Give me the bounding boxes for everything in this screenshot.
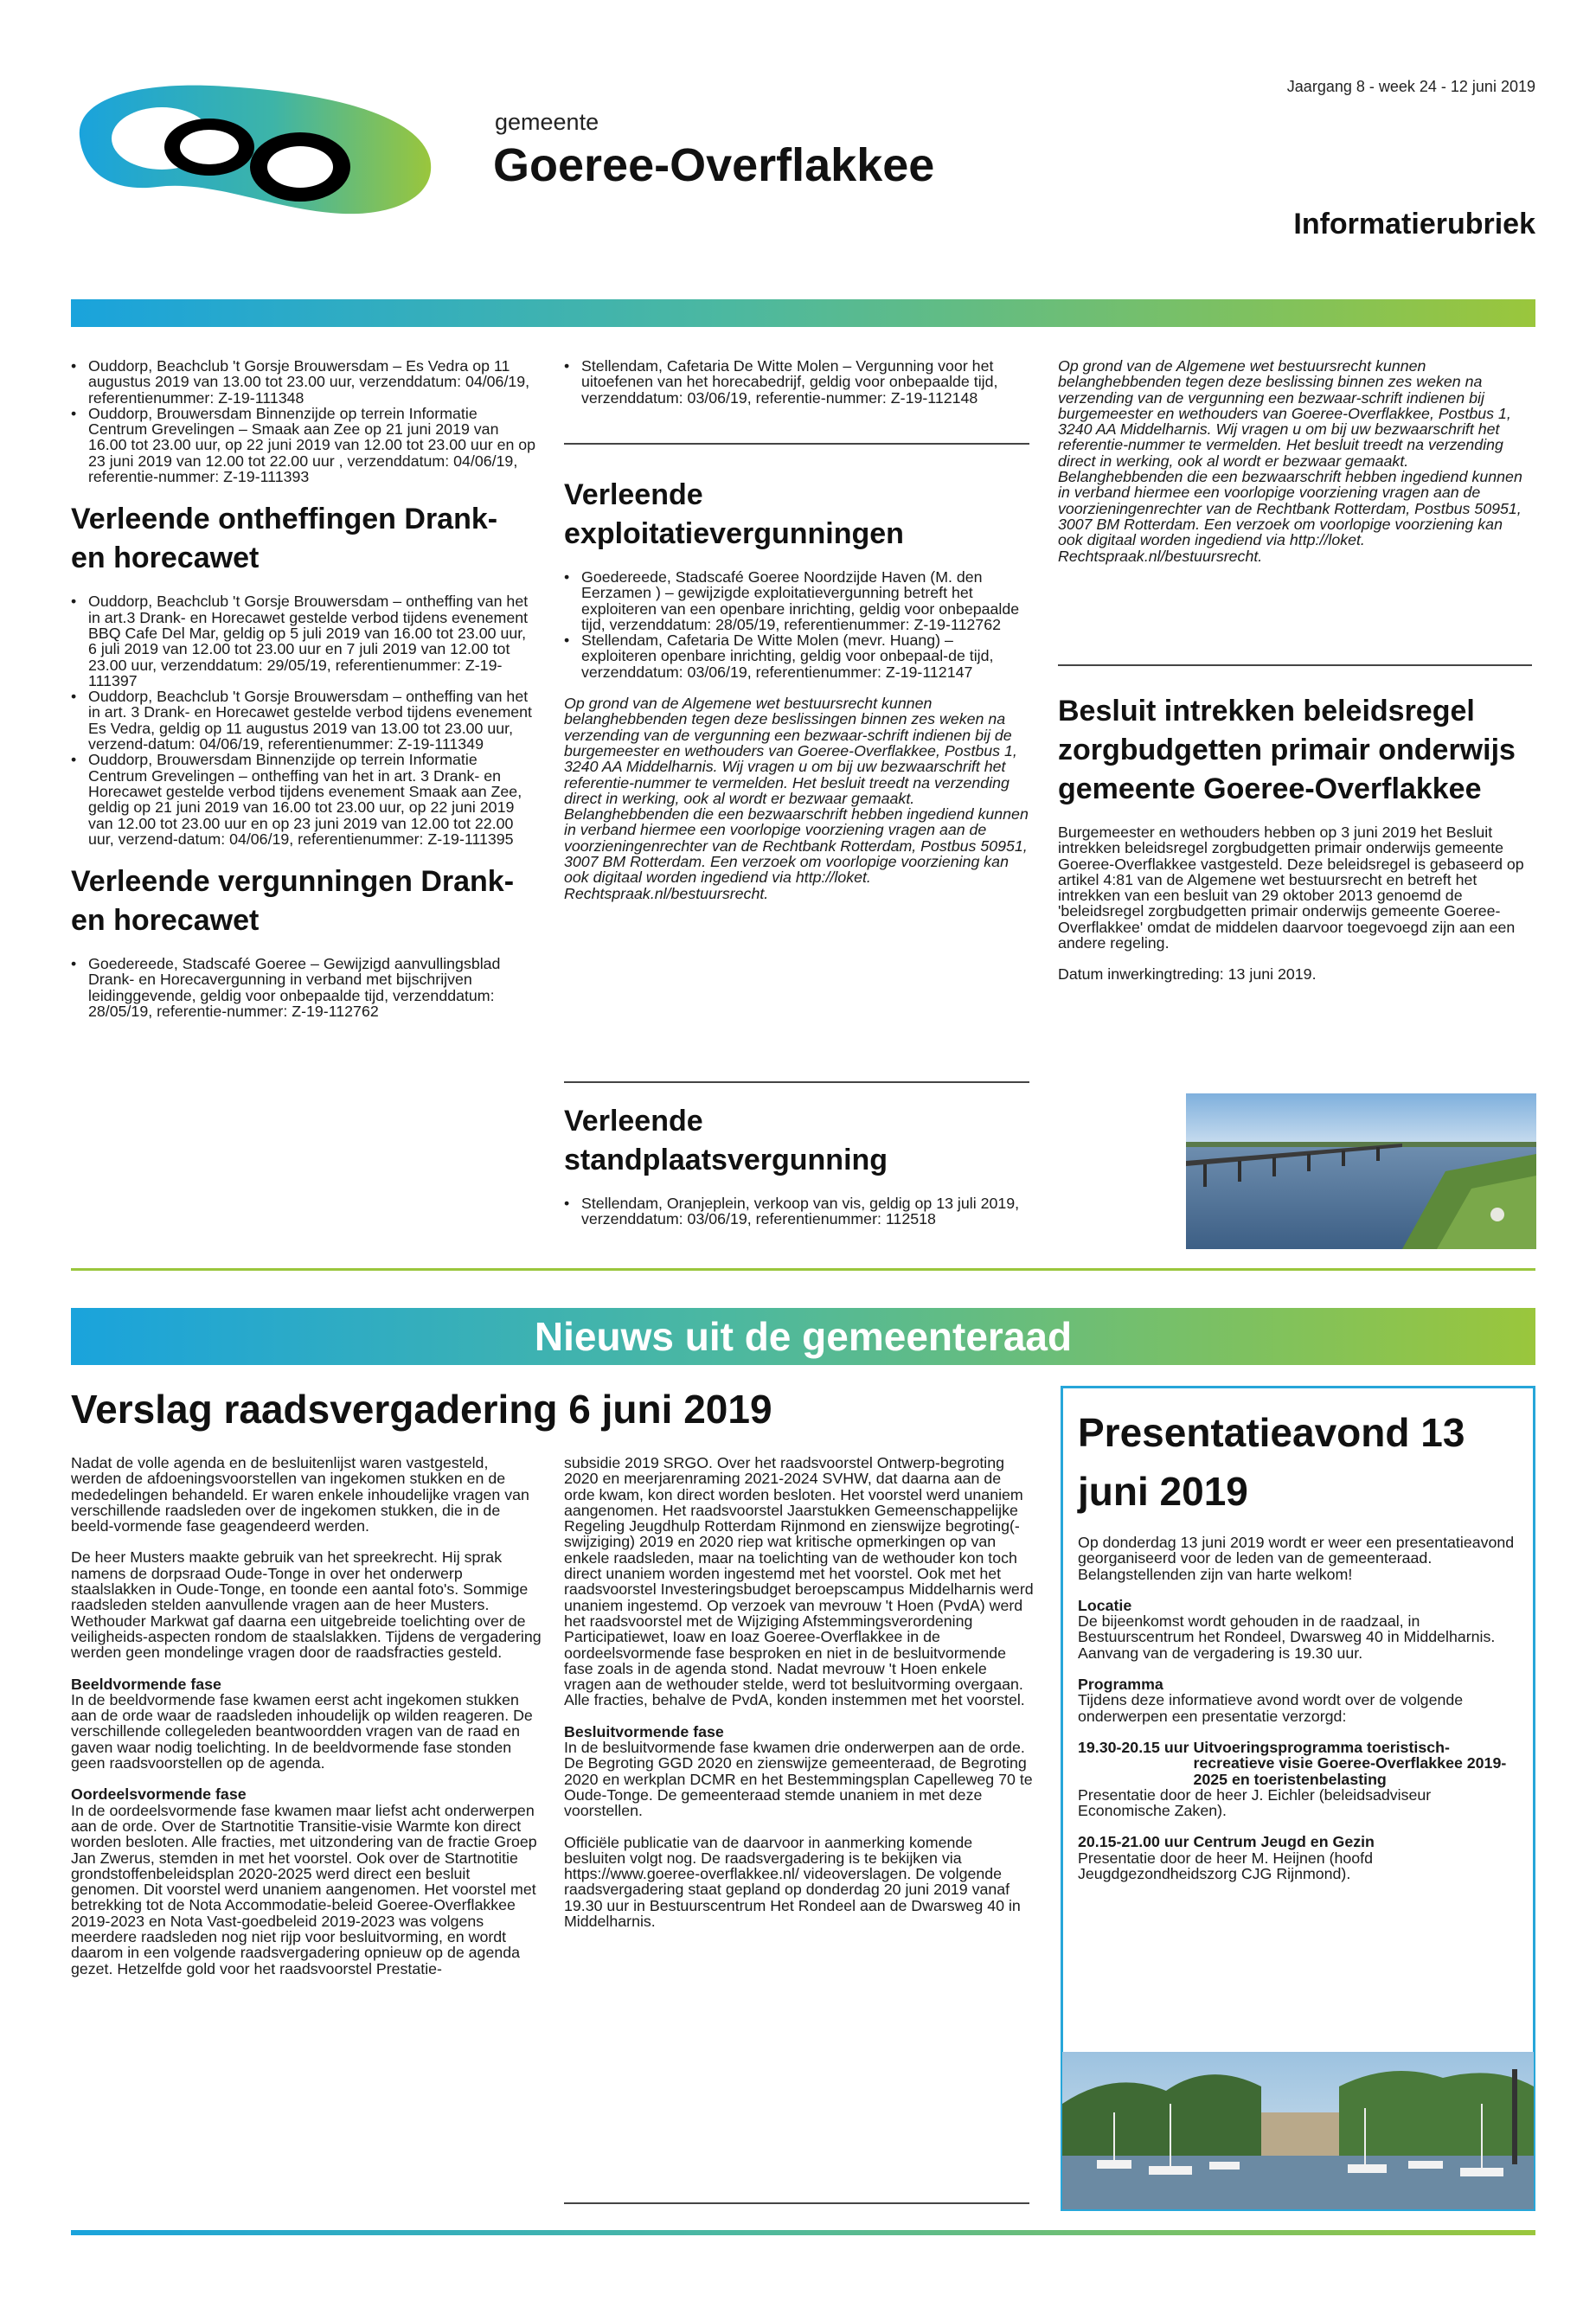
divider [564,1081,1029,1083]
issue-info: Jaargang 8 - week 24 - 12 juni 2019 [1286,78,1535,95]
exploitatie-list [564,569,1031,680]
beeld-text: In de beeldvormende fase kwamen eerst acht ingekomen stukken aan de orde waar de raadsleden inhoudelijk op wilden reageren. De verschillende collegeleden beantwoordden vragen van de raad en gaven waar nodig toelichting. In de beeldvormende fase stonden geen raadsvoorstellen op de agenda. [71,1690,533,1772]
programma-title: Programma [1078,1676,1163,1694]
program-time: 20.15-21.00 uur [1078,1833,1189,1851]
column-1 [71,358,536,1035]
divider [1058,664,1532,666]
exploitatie-heading: Verleende exploitatievergunningen [564,478,904,550]
intro-list-2 [564,358,1031,406]
list-item: • Stellendam, Cafetaria De Witte Molen (mevr. Huang) – exploiteren openbare inrichting, geldig voor onbepaal-de tijd, verzenddatum: 03/06/19, referentienummer: Z-19-112147 [564,632,1031,680]
header-title: Goeree-Overflakkee [493,139,935,191]
program-presenter: Presentatie door de heer J. Eichler (beleidsadviseur Economische Zaken). [1078,1785,1432,1820]
header-gemeente: gemeente [495,109,599,135]
verslag-p1: Nadat de volle agenda en de besluitenlijst waren vastgesteld, werden de afdoeningsvoorstellen van ingekomen stukken en de mededelingen behandeld. Er waren enkele inhoudelijke vragen van verschillende raadsleden over de ingekomen stukken, die in de beeld-vormende fase geagendeerd werden. [71,1454,529,1535]
standplaats-heading: Verleende standplaatsvergunning [564,1105,888,1176]
list-item: • Ouddorp, Beachclub 't Gorsje Brouwersdam – ontheffing van het in art.3 Drank- en Horecawet gestelde verbod tijdens evenement BBQ Cafe Del Mar, geldig op 5 juli 2019 van 16.00 tot 23.00 uur, 6 juli 2019 van 12.00 tot 23.00 uur en 7 juli 2019 van 12.00 tot 23.00 uur, verzenddatum: 29/05/19, referentienummer: Z-19-111397 [71,593,536,689]
list-item: • Ouddorp, Beachclub 't Gorsje Brouwersdam – Es Vedra op 11 augustus 2019 van 13.00 tot 23.00 uur, verzenddatum: 04/06/19, referentienummer: Z-19-111348 [71,358,536,406]
ontheffingen-heading: Verleende ontheffingen Drank- en horecawet [71,503,498,575]
column-2 [564,358,1031,421]
program-item [1078,1740,1521,1787]
publicatie-text: Officiële publicatie van de daarvoor in aanmerking komende besluiten volgt nog. De raadsvergadering is te bekijken via https://www.goeree-overflakkee.nl/ videoverslagen. De volgende raadsvergadering staat gepland op donderdag 20 juni 2019 vanaf 19.30 uur in Bestuurscentrum Het Rondeel aan de Dwarsweg 40 in Middelharnis. [564,1833,1021,1931]
column-2-standplaats [564,1102,1031,1243]
column-2-body [564,476,1031,917]
intro-list [71,358,536,484]
program-time: 19.30-20.15 uur [1078,1738,1189,1756]
column-3 [1058,358,1525,580]
list-item: • Ouddorp, Brouwersdam Binnenzijde op terrein Informatie Centrum Grevelingen – Smaak aan Zee op 21 juni 2019 van 16.00 tot 23.00 uur, op 22 juni 2019 van 12.00 tot 23.00 uur en op 23 juni 2019 van 12.00 tot 22.00 uur , verzenddatum: 04/06/19, referentie-nummer: Z-19-111393 [71,406,536,484]
standplaats-list [564,1195,1031,1227]
verslag-heading: Verslag raadsvergadering 6 juni 2019 [71,1387,772,1432]
verslag-right-p1: subsidie 2019 SRGO. Over het raadsvoorstel Ontwerp-begroting 2020 en meerjarenraming 2021-2024 SVHW, dat daarna aan de orde kwam, kon direct worden besloten. Het voorstel werd unaniem aangenomen. Het raadsvoorstel Jaarstukken Gemeenschappelijke Regeling Jeugdhulp Rotterdam Rijnmond en zienswijze begroting(-swijziging) 2019 en 2020 riep wat kritische opmerkingen op van enkele raadsleden, maar na toelichting van de wethouder kon toch direct unaniem worden ingestemd met het voorstel. Ook met het raadsvoorstel Investeringsbudget beroepscampus Middelharnis werd unaniem ingestemd. Op verzoek van mevrouw 't Hoen (PvdA) werd het raadsvoorstel met de Wijziging Afstemmingsverordening Participatiewet, Ioaw en Ioaz Goeree-Overflakkee in de oordeelsvormende fase besproken en niet in de besluitvormende fase zoals in de agenda stond. Nadat mevrouw 't Hoen enkele vragen aan de wethouder stelde, werd tot besluitvorming overgaan. Alle fracties, behalve de PvdA, konden instemmen met het voorstel. [564,1454,1034,1709]
ontheffingen-list [71,593,536,847]
vergunningen-heading: Verleende vergunningen Drank- en horecawet [71,865,515,938]
program-title: Centrum Jeugd en Gezin [1193,1833,1375,1851]
beeld-title: Beeldvormende fase [71,1675,221,1693]
besluit-date: Datum inwerkingtreding: 13 juni 2019. [1058,965,1317,984]
bridge-photo [1186,1093,1536,1249]
list-item: • Stellendam, Oranjeplein, verkoop van vis, geldig op 13 juli 2019, verzenddatum: 03/06/19, referentienummer: 112518 [564,1195,1031,1227]
oordeel-title: Oordeelsvormende fase [71,1785,247,1804]
besluit-heading: Besluit intrekken beleidsregel zorgbudgetten primair onderwijs gemeente Goeree-Overflakkee [1058,695,1516,805]
verslag-p2: De heer Musters maakte gebruik van het spreekrecht. Hij sprak namens de dorpsraad Oude-Tonge in over het onderwerp staalslakken in Oude-Tonge, en toonde een aantal foto's. Sommige raadsleden stelden aanvullende vragen aan de heer Musters. Wethouder Markwat gaf daarna een uitgebreide toelichting over de veiligheids-aspecten rondom de staalslakken. Tijdens de vergadering werden geen mondelinge vragen door de raadsfracties gesteld. [71,1548,542,1662]
besluit-text: Burgemeester en wethouders hebben op 3 juni 2019 het Besluit intrekken beleidsregel zorgbudgetten primair onderwijs gemeente Goeree-Overflakkee vastgesteld. Deze beleidsregel is gebaseerd op artikel 4:81 van de Algemene wet bestuursrecht en betreft het intrekken van een besluit van 29 oktober 2013 genoemd de 'beleidsregel zorgbudgetten primair onderwijs gemeente Goeree-Overflakkee' omdat de middelen daarvoor toegevoegd zijn aan een andere regeling. [1058,824,1524,952]
header-bar [71,299,1535,327]
list-item: • Stellendam, Cafetaria De Witte Molen – Vergunning voor het uitoefenen van het horecabedrijf, geldig voor onbepaalde tijd, verzenddatum: 03/06/19, referentie-nummer: Z-19-112148 [564,358,1031,406]
footer-bar [71,2230,1535,2235]
vergunningen-list [71,956,536,1019]
programma-text: Tijdens deze informatieve avond wordt over de volgende onderwerpen een presentatie verzorgd: [1078,1691,1464,1725]
locatie-text: De bijeenkomst wordt gehouden in de raadzaal, in Bestuurscentrum het Rondeel, Dwarsweg 40 in Middelharnis. Aanvang van de vergadering is 19.30 uur. [1078,1612,1496,1662]
presentatie-heading: Presentatieavond 13 juni 2019 [1078,1410,1465,1514]
presentatie-intro: Op donderdag 13 juni 2019 wordt er weer een presentatieavond georganiseerd voor de leden van de gemeenteraad. Belangstellenden zijn van harte welkom! [1078,1534,1515,1583]
presentatie-content [1078,1403,1521,1897]
list-item: • Ouddorp, Beachclub 't Gorsje Brouwersdam – ontheffing van het in art. 3 Drank- en Horecawet gestelde verbod tijdens evenement Es Vedra, geldig op 11 augustus 2019 van 13.00 tot 23.00 uur, verzend-datum: 04/06/19, referentienummer: Z-19-111349 [71,689,536,752]
bezwaar-text-3: Op grond van de Algemene wet bestuursrecht kunnen belanghebbenden tegen deze beslissing binnen zes weken na verzending van de vergunning een bezwaar-schrift indienen bij burgemeester en wethouders van Goeree-Overflakkee, Postbus 1, 3240 AA Middelharnis. Wij vragen u om bij uw bezwaarschrift het referentie-nummer te vermelden. Het besluit treedt na verzending direct in werking, ook al wordt er bezwaar gemaakt. Belanghebbenden die een bezwaarschrift hebben ingediend kunnen in verband hiermee een voorlopige voorziening vragen aan de voorzieningenrechter van de Rechtbank Rotterdam, Postbus 50951, 3007 BM Rotterdam. Een verzoek om voorlopige voorziening kan ook digitaal worden ingediend via http://loket. Rechtspraak.nl/bestuursrecht. [1058,357,1522,565]
besluitvormend-title: Besluitvormende fase [564,1722,724,1740]
verslag-left [71,1455,542,1992]
list-item: • Goedereede, Stadscafé Goeree – Gewijzigd aanvullingsblad Drank- en Horecavergunning in verband met bijschrijven leidinggevende, geldig voor onbepaalde tijd, verzenddatum: 28/05/19, referentie-nummer: Z-19-112762 [71,956,536,1019]
divider [564,2202,1029,2204]
program-title: Uitvoeringsprogramma toeristisch-recreatieve visie Goeree-Overflakkee 2019-2025 en toeristenbelasting [1193,1738,1507,1788]
divider [564,443,1029,445]
bezwaar-text: Op grond van de Algemene wet bestuursrecht kunnen belanghebbenden tegen deze beslissingen binnen zes weken na verzending van de vergunning een bezwaar-schrift indienen bij de burgemeester en wethouders van Goeree-Overflakkee, Postbus 1, 3240 AA Middelharnis. Wij vragen u om bij uw bezwaarschrift het referentie-nummer te vermelden. Het besluit treedt na verzending direct in werking, ook al wordt er bezwaar gemaakt. Belanghebbenden die een bezwaarschrift hebben ingediend kunnen in verband hiermee een voorlopige voorziening vragen aan de voorzieningenrechter van de Rechtbank Rotterdam, Postbus 50951, 3007 BM Rotterdam. Een verzoek om voorlopige voorziening kan ook digitaal worden ingediend via http://loket. Rechtspraak.nl/bestuursrecht. [564,695,1029,902]
column-3-besluit [1058,692,1525,998]
municipality-logo [71,76,443,223]
program-presenter: Presentatie door de heer M. Heijnen (hoofd Jeugdgezondheidszorg CJG Rijnmond). [1078,1849,1374,1883]
list-item: • Ouddorp, Brouwersdam Binnenzijde op terrein Informatie Centrum Grevelingen – ontheffing van het in art. 3 Drank- en Horecawet gestelde verbod tijdens evenement Smaak aan Zee, geldig op 21 juni 2019 van 16.00 tot 23.00 uur, op 22 juni 2019 van 12.00 tot 23.00 uur en op 23 juni 2019 van 12.00 tot 22.00 uur, verzend-datum: 04/06/19, referentienummer: Z-19-111395 [71,752,536,847]
besluitvormend-text: In de besluitvormende fase kwamen drie onderwerpen aan de orde. De Begroting GGD 2020 en zienswijze gemeenteraad, de Begroting 2020 en werkplan DCMR en het Bestemmingsplan Capelleweg 70 te Oude-Tonge. De gemeenteraad stemde unaniem in met deze voorstellen. [564,1739,1033,1820]
list-item: • Goedereede, Stadscafé Goeree Noordzijde Haven (M. den Eerzamen ) – gewijzigde exploitatievergunning betreft het exploiteren van een openbare inrichting, geldig voor onbepaalde tijd, verzenddatum: 28/05/19, referentienummer: Z-19-112762 [564,569,1031,632]
oordeel-text: In de oordeelsvormende fase kwamen maar liefst acht onderwerpen aan de orde. Over de Startnotitie Transitie-visie Warmte kon direct worden besloten. Alle fracties, met uitzondering van de fractie Groep Jan Zwerus, stemden in met het voorstel. Ook over de Startnotitie grondstoffenbeleidsplan 2020-2025 werd direct een besluit genomen. Dit voorstel werd unaniem aangenomen. Het voorstel met betrekking tot de Nota Accommodatie-beleid Goeree-Overflakkee 2019-2023 en Nota Vast-goedbeleid 2019-2023 was volgens meerdere raadsleden nog niet rijp voor besluitvorming, en wordt daarom in een volgende raadsvergadering opnieuw op de agenda gezet. Hetzelfde gold voor het raadsvoorstel Prestatie- [71,1801,537,1977]
rubriek-label: Informatierubriek [1293,208,1535,240]
section-rule [71,1268,1535,1271]
news-banner: Nieuws uit de gemeenteraad [71,1308,1535,1365]
program-item [1078,1834,1521,1849]
locatie-title: Locatie [1078,1596,1132,1614]
harbour-photo [1062,2052,1534,2209]
verslag-right [564,1455,1035,1945]
